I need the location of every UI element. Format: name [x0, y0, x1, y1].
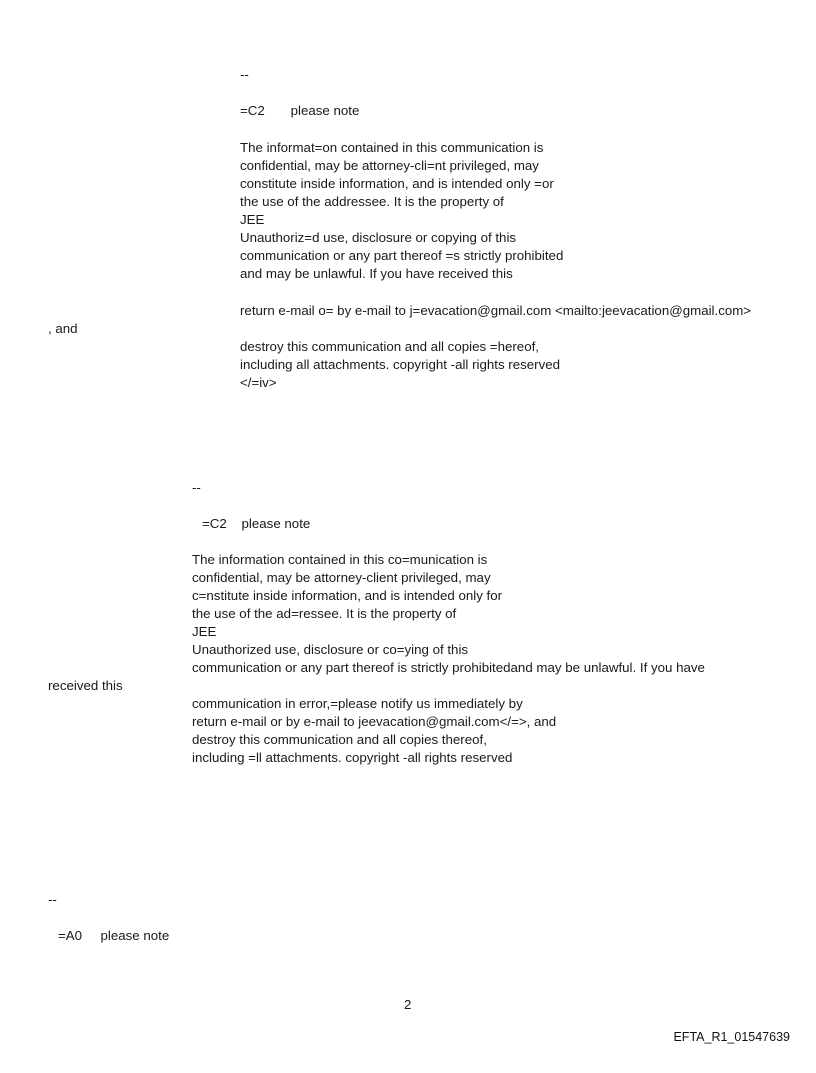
block2-line-2: confidential, may be attorney-client privileged, may: [192, 570, 491, 585]
block2-tail-2: return e-mail or by e-mail to jeevacation@gmail.com</=>, and: [192, 714, 557, 729]
block1-heading: =C2 please note: [240, 103, 360, 118]
block2-line-5: JEE: [192, 624, 217, 639]
block2-line-7: communication or any part thereof is strictly prohibitedand may be unlawful. If you have: [192, 660, 705, 675]
page-number: 2: [404, 997, 412, 1012]
block3-separator: --: [48, 892, 57, 907]
block2-line-3: c=nstitute inside information, and is intended only for: [192, 588, 503, 603]
block2-line-6: Unauthorized use, disclosure or co=ying of this: [192, 642, 469, 657]
block2-separator: --: [192, 480, 201, 495]
block1-and-fragment: , and: [48, 321, 78, 336]
block1-tail-2: including all attachments. copyright -all rights reserved: [240, 357, 561, 372]
block2-line-1: The information contained in this co=munication is: [192, 552, 488, 567]
block1-tail-1: destroy this communication and all copies =hereof,: [240, 339, 539, 354]
block2-heading: =C2 please note: [202, 516, 311, 531]
block3-heading: =A0 please note: [58, 928, 170, 943]
block1-line-7: communication or any part thereof =s strictly prohibited: [240, 248, 564, 263]
block1-tail-3: </=iv>: [240, 375, 277, 390]
block2-tail-4: including =ll attachments. copyright -all rights reserved: [192, 750, 513, 765]
block1-line-6: Unauthoriz=d use, disclosure or copying of this: [240, 230, 517, 245]
document-id: EFTA_R1_01547639: [673, 1030, 790, 1044]
block1-line-2: confidential, may be attorney-cli=nt privileged, may: [240, 158, 539, 173]
block1-line-1: The informat=on contained in this communication is: [240, 140, 544, 155]
block2-line-4: the use of the ad=ressee. It is the property of: [192, 606, 457, 621]
block1-return-line: return e-mail o= by e-mail to j=evacation@gmail.com <mailto:jeevacation@gmail.com>: [240, 303, 752, 318]
block2-received-fragment: received this: [48, 678, 123, 693]
block1-line-5: JEE: [240, 212, 265, 227]
block1-line-3: constitute inside information, and is intended only =or: [240, 176, 554, 191]
block1-line-8: and may be unlawful. If you have received this: [240, 266, 513, 281]
block2-tail-3: destroy this communication and all copies thereof,: [192, 732, 487, 747]
block2-tail-1: communication in error,=please notify us immediately by: [192, 696, 523, 711]
block1-separator: --: [240, 67, 249, 82]
block1-line-4: the use of the addressee. It is the property of: [240, 194, 504, 209]
